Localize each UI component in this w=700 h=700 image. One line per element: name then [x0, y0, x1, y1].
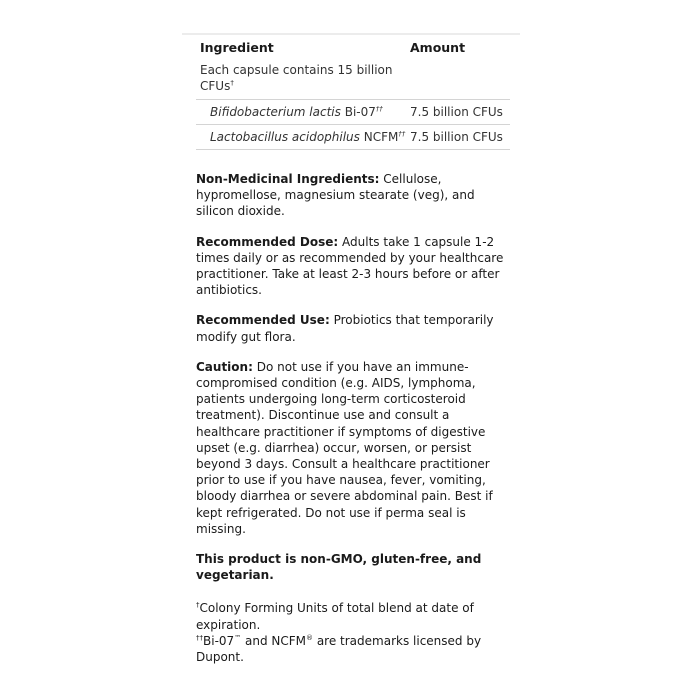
footnote-cfu-text: Colony Forming Units of total blend at date of expiration. [196, 601, 474, 632]
footnote-cfu [196, 600, 510, 632]
amount-column-header: Amount [410, 40, 466, 55]
recommended-dose [196, 234, 510, 299]
tm-mark: ™ [234, 633, 242, 642]
capsule-intro-text: Each capsule contains 15 billion CFUs [200, 63, 393, 94]
registered-mark: ® [306, 633, 313, 642]
top-divider [182, 33, 520, 35]
strain-footnote-mark: †† [398, 129, 406, 138]
strain-name: NCFM [363, 129, 399, 144]
use-text: Probiotics that temporarily modify gut flora. [196, 313, 494, 344]
species-name: Bifidobacterium lactis [210, 104, 341, 119]
footnote-mark: †† [196, 633, 203, 642]
dose-text: Adults take 1 capsule 1-2 times daily or as recommended by your healthcare practitioner. Take at least 2-3 hours before or after antibiotics. [196, 234, 504, 298]
ingredient-amount: 7.5 billion CFUs [406, 124, 510, 149]
capsule-intro [196, 62, 406, 99]
non-medicinal-ingredients [196, 171, 510, 220]
strain-footnote-mark: †† [375, 104, 383, 113]
recommended-use [196, 312, 510, 344]
intro-footnote-mark: † [230, 79, 234, 88]
species-name: Lactobacillus acidophilus [210, 129, 360, 144]
ingredient-name [196, 124, 406, 149]
trademark-ncfm: and NCFM [241, 633, 306, 648]
ingredient-amount: 7.5 billion CFUs [406, 99, 510, 124]
ingredient-column-header: Ingredient [200, 40, 274, 55]
caution [196, 359, 510, 537]
ingredients-table [196, 40, 510, 150]
table-header-row [196, 40, 510, 62]
table-intro-row [196, 62, 510, 99]
caution-label: Caution: [196, 359, 253, 374]
caution-text: Do not use if you have an immune-compromised condition (e.g. AIDS, lymphoma, patients undergoing long-term corticosteroid treatment). Discontinue use and consult a healthcare practitioner if symptoms of digestive upset (e.g. diarrhea) occur, worsen, or persist beyond 3 days. Consult a healthcare practitioner prior to use if you have nausea, fever, vomiting, bloody diarrhea or severe abdominal pain. Best if kept refrigerated. Do not use if perma seal is missing. [196, 359, 493, 536]
table-row [196, 99, 510, 124]
footnote-trademarks [196, 633, 510, 665]
strain-name: Bi-07 [344, 104, 376, 119]
table-row [196, 124, 510, 149]
product-statement: This product is non-GMO, gluten-free, and vegetarian. [196, 552, 482, 583]
trademark-bi07: Bi-07 [203, 633, 235, 648]
non-medicinal-label: Non-Medicinal Ingredients: [196, 172, 380, 187]
trademark-text: are trademarks licensed by Dupont. [196, 633, 482, 665]
dose-label: Recommended Dose: [196, 234, 339, 249]
footnote-mark: † [196, 601, 200, 610]
non-medicinal-text: Cellulose, hypromellose, magnesium stearate (veg), and silicon dioxide. [196, 172, 475, 219]
ingredient-name [196, 99, 406, 124]
label-content [196, 40, 510, 665]
use-label: Recommended Use: [196, 313, 330, 328]
